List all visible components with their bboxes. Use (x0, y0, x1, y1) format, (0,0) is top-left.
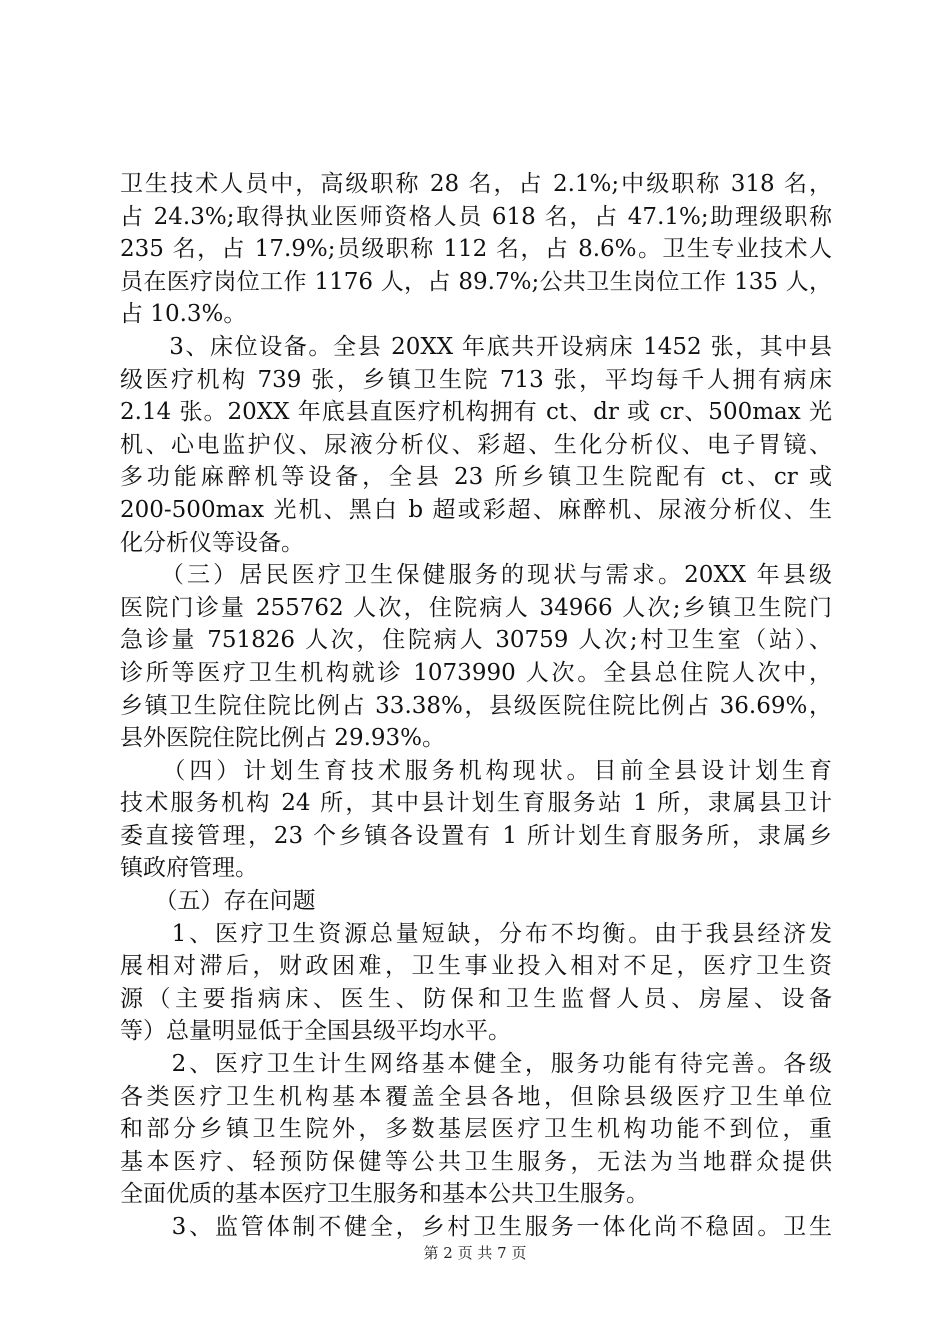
text-line: 乡镇卫生院住院比例占 33.38%，县级医院住院比例占 36.69%， (120, 692, 832, 719)
text-line: 1、医疗卫生资源总量短缺，分布不均衡。由于我县经济发 (120, 920, 832, 947)
text-line: 委直接管理，23 个乡镇各设置有 1 所计划生育服务所，隶属乡 (120, 822, 832, 849)
text-line: （三）居民医疗卫生保健服务的现状与需求。20XX 年县级 (120, 562, 832, 589)
text-line: 医院门诊量 255762 人次，住院病人 34966 人次;乡镇卫生院门 (120, 594, 832, 621)
text-line: 诊所等医疗卫生机构就诊 1073990 人次。全县总住院人次中， (120, 659, 832, 686)
text-line: 卫生技术人员中，高级职称 28 名，占 2.1%;中级职称 318 名， (120, 171, 832, 197)
page-footer (0, 1242, 950, 1263)
page-number-label: 第 2 页 共 7 页 (423, 1244, 527, 1262)
text-line: 多功能麻醉机等设备，全县 23 所乡镇卫生院配有 ct、cr 或 (120, 464, 832, 491)
text-line: 镇政府管理。 (120, 855, 258, 882)
document-body (120, 168, 832, 1244)
text-line: 235 名，占 17.9%;员级职称 112 名，占 8.6%。卫生专业技术人 (120, 236, 832, 263)
text-line: 3、监管体制不健全，乡村卫生服务一体化尚不稳固。卫生 (120, 1214, 832, 1240)
text-line: 和部分乡镇卫生院外，多数基层医疗卫生机构功能不到位，重 (120, 1116, 832, 1143)
text-line: 2.14 张。20XX 年底县直医疗机构拥有 ct、dr 或 cr、500max 光 (120, 399, 832, 426)
text-line: 各类医疗卫生机构基本覆盖全县各地，但除县级医疗卫生单位 (120, 1083, 832, 1110)
text-line: 急诊量 751826 人次，住院病人 30759 人次;村卫生室（站）、 (120, 627, 832, 654)
text-line: 基本医疗、轻预防保健等公共卫生服务，无法为当地群众提供 (120, 1148, 832, 1175)
text-line: 展相对滞后，财政困难，卫生事业投入相对不足，医疗卫生资 (120, 953, 832, 980)
text-line: 技术服务机构 24 所，其中县计划生育服务站 1 所，隶属县卫计 (120, 790, 832, 817)
text-line: 2、医疗卫生计生网络基本健全，服务功能有待完善。各级 (120, 1051, 832, 1078)
text-line: （五）存在问题 (120, 888, 316, 915)
text-line: 化分析仪等设备。 (120, 529, 304, 556)
text-line: 县外医院住院比例占 29.93%。 (120, 725, 446, 752)
text-line: 机、心电监护仪、尿液分析仪、彩超、生化分析仪、电子胃镜、 (120, 431, 832, 458)
text-line: 源（主要指病床、医生、防保和卫生监督人员、房屋、设备 (120, 985, 832, 1012)
text-line: 员在医疗岗位工作 1176 人，占 89.7%;公共卫生岗位工作 135 人， (120, 268, 832, 295)
text-line: 占 24.3%;取得执业医师资格人员 618 名，占 47.1%;助理级职称 (120, 203, 832, 230)
text-line: 占 10.3%。 (120, 301, 247, 328)
text-line: 200-500max 光机、黑白 b 超或彩超、麻醉机、尿液分析仪、生 (120, 496, 832, 523)
text-line: 级医疗机构 739 张，乡镇卫生院 713 张，平均每千人拥有病床 (120, 366, 832, 393)
text-line: 等）总量明显低于全国县级平均水平。 (120, 1018, 511, 1045)
text-line: 3、床位设备。全县 20XX 年底共开设病床 1452 张，其中县 (120, 333, 832, 360)
text-line: （四）计划生育技术服务机构现状。目前全县设计划生育 (120, 757, 832, 784)
text-line: 全面优质的基本医疗卫生服务和基本公共卫生服务。 (120, 1181, 649, 1208)
